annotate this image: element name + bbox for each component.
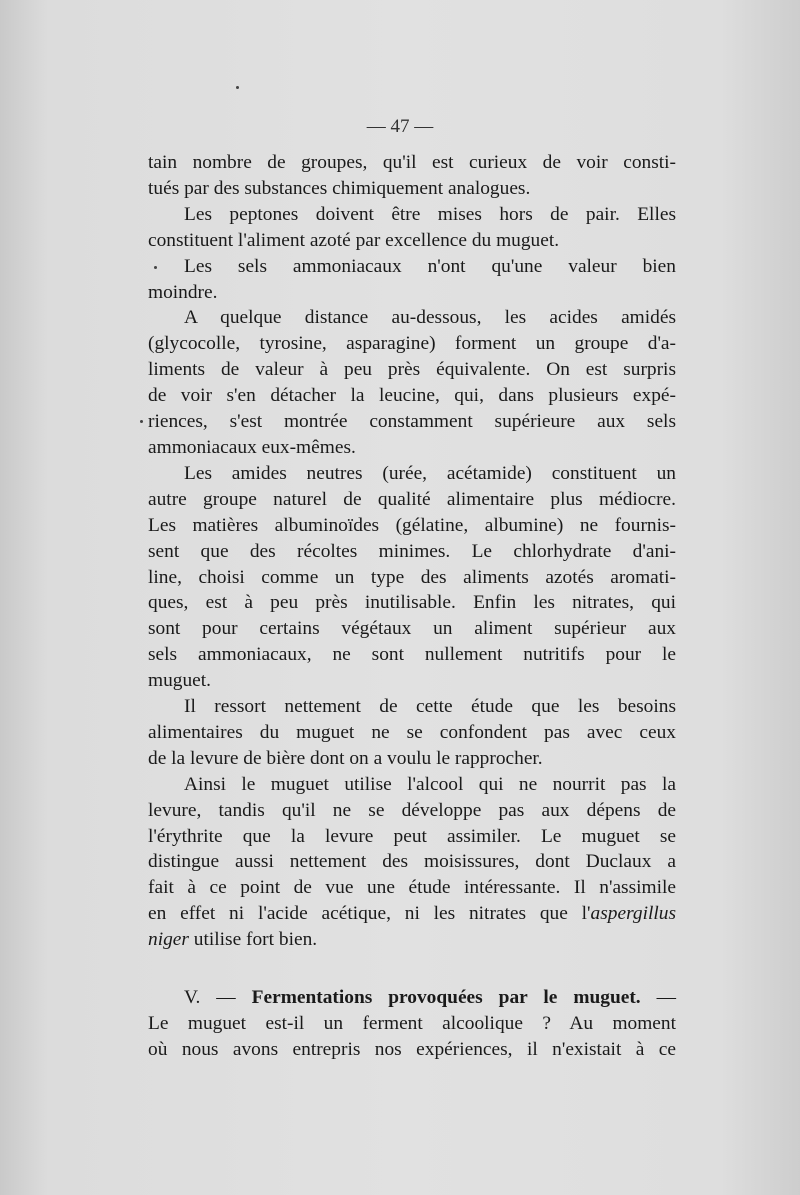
- page-number: — 47 —: [366, 116, 434, 137]
- text-line: Les matières albuminoïdes (gélatine, albumine) ne fournis-: [148, 514, 676, 536]
- text-line: ques, est à peu près inutilisable. Enfin les nitrates, qui: [148, 592, 676, 614]
- text-line: Le muguet est-il un ferment alcoolique ? Au moment: [148, 1013, 676, 1034]
- section-dash: —: [640, 987, 677, 1009]
- text-line: (glycocolle, tyrosine, asparagine) forment un groupe d'a-: [148, 333, 676, 355]
- text-line: constituent l'aliment azoté par excellence du muguet.: [148, 229, 560, 251]
- text-line: Les amides neutres (urée, acétamide) constituent un: [184, 462, 676, 484]
- text-line: distingue aussi nettement des moisissures, dont Duclaux a: [148, 851, 676, 873]
- text-line: [148, 901, 676, 927]
- text-line: levure, tandis qu'il ne se développe pas aux dépens de: [148, 799, 676, 821]
- section-number: V. —: [184, 987, 252, 1009]
- text-line: moindre.: [148, 281, 218, 303]
- text-line: line, choisi comme un type des aliments azotés aromati-: [148, 566, 676, 588]
- section-title: Fermentations provoquées par le muguet.: [251, 987, 641, 1009]
- text-line: tain nombre de groupes, qu'il est curieux de voir consti-: [148, 152, 676, 173]
- text-line: muguet.: [148, 670, 212, 692]
- text-line: Ainsi le muguet utilise l'alcool qui ne nourrit pas la: [184, 773, 676, 795]
- text-line: l'érythrite que la levure peut assimiler. Le muguet se: [148, 825, 676, 847]
- text-line: sels ammoniacaux, ne sont nullement nutritifs pour le: [148, 644, 676, 666]
- speck: [236, 86, 239, 89]
- text-line: tués par des substances chimiquement analogues.: [148, 177, 531, 199]
- italic-term: aspergillus: [590, 903, 676, 925]
- text-line: fait à ce point de vue une étude intéressante. Il n'assimile: [148, 877, 676, 899]
- text-line: de voir s'en détacher la leucine, qui, dans plusieurs expé-: [148, 385, 676, 407]
- text-line: sent que des récoltes minimes. Le chlorhydrate d'ani-: [148, 540, 676, 562]
- text-line: autre groupe naturel de qualité alimentaire plus médiocre.: [148, 488, 676, 510]
- text-run: en effet ni l'acide acétique, ni les nitrates que l': [148, 903, 591, 925]
- text-line: où nous avons entrepris nos expériences, il n'existait à ce: [148, 1038, 676, 1060]
- text-line: Les peptones doivent être mises hors de pair. Elles: [184, 203, 676, 225]
- text-line: liments de valeur à peu près équivalente. On est surpris: [148, 359, 676, 381]
- text-line: sont pour certains végétaux un aliment supérieur aux: [148, 618, 676, 640]
- section-heading: [148, 985, 676, 1011]
- italic-term: niger: [148, 929, 189, 951]
- speck: [140, 420, 143, 423]
- text-line: [148, 927, 676, 953]
- text-line: alimentaires du muguet ne se confondent pas avec ceux: [148, 721, 676, 743]
- text-line: Les sels ammoniacaux n'ont qu'une valeur bien: [184, 255, 676, 277]
- text-line: de la levure de bière dont on a voulu le rapprocher.: [148, 747, 543, 769]
- body-text: [148, 150, 676, 1063]
- text-run: utilise fort bien.: [188, 929, 318, 951]
- text-line: Il ressort nettement de cette étude que les besoins: [184, 696, 676, 718]
- text-line: ammoniacaux eux-mêmes.: [148, 436, 356, 458]
- text-line: riences, s'est montrée constamment supérieure aux sels: [148, 411, 676, 433]
- text-line: A quelque distance au-dessous, les acides amidés: [184, 307, 676, 329]
